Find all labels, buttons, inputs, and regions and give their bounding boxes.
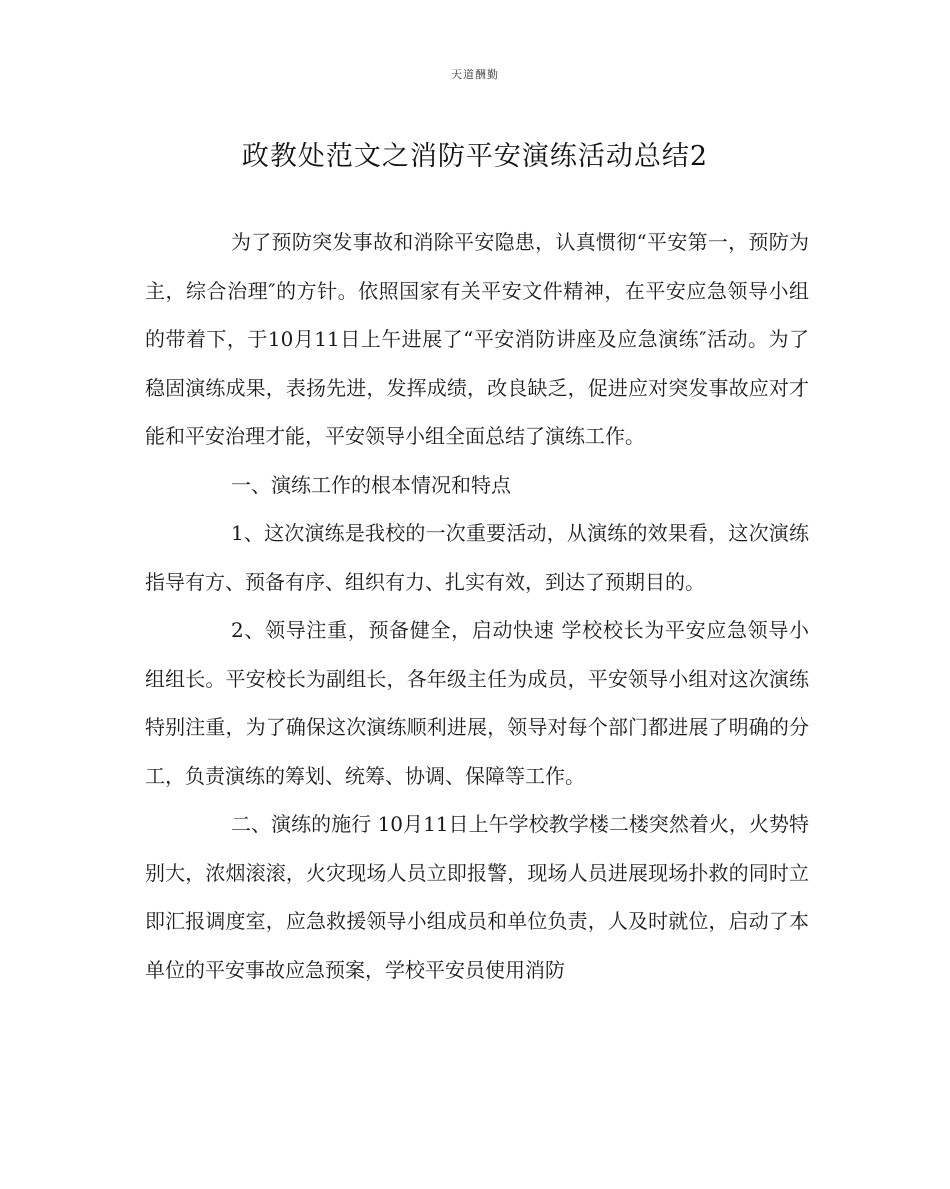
document-title: 政教处范文之消防平安演练活动总结2 bbox=[241, 141, 709, 172]
paragraph-intro: 为了预防突发事故和消除平安隐患，认真惯彻“平安第一，预防为主，综合治理″的方针。依照国家有关平安文件精神，在平安应急领导小组的带着下，于10月11日上午进展了“平安消防讲座及应急演练″活动。为了稳固演练成果，表扬先进，发挥成绩，改良缺乏，促进应对突发事故应对才能和平安治理才能，平安领导小组全面总结了演练工作。 bbox=[145, 230, 809, 448]
document-body bbox=[145, 218, 809, 994]
paragraph-point-1: 1、这次演练是我校的一次重要活动，从演练的效果看，这次演练指导有方、预备有序、组织有力、扎实有效，到达了预期目的。 bbox=[145, 521, 809, 594]
paragraph-section-2: 二、演练的施行 10月11日上午学校教学楼二楼突然着火，火势特别大，浓烟滚滚，火灾现场人员立即报警，现场人员进展现场扑救的同时立即汇报调度室，应急救援领导小组成员和单位负责，人及时就位，启动了本单位的平安事故应急预案，学校平安员使用消防 bbox=[145, 812, 809, 982]
paragraph-point-2: 2、领导注重，预备健全，启动快速 学校校长为平安应急领导小组组长。平安校长为副组长，各年级主任为成员，平安领导小组对这次演练特别注重，为了确保这次演练顺利进展，领导对每个部门都进展了明确的分工，负责演练的筹划、统筹、协调、保障等工作。 bbox=[145, 618, 809, 788]
page-header: 天道酬勤 bbox=[451, 68, 499, 81]
section-heading-1: 一、演练工作的根本情况和特点 bbox=[231, 472, 511, 497]
